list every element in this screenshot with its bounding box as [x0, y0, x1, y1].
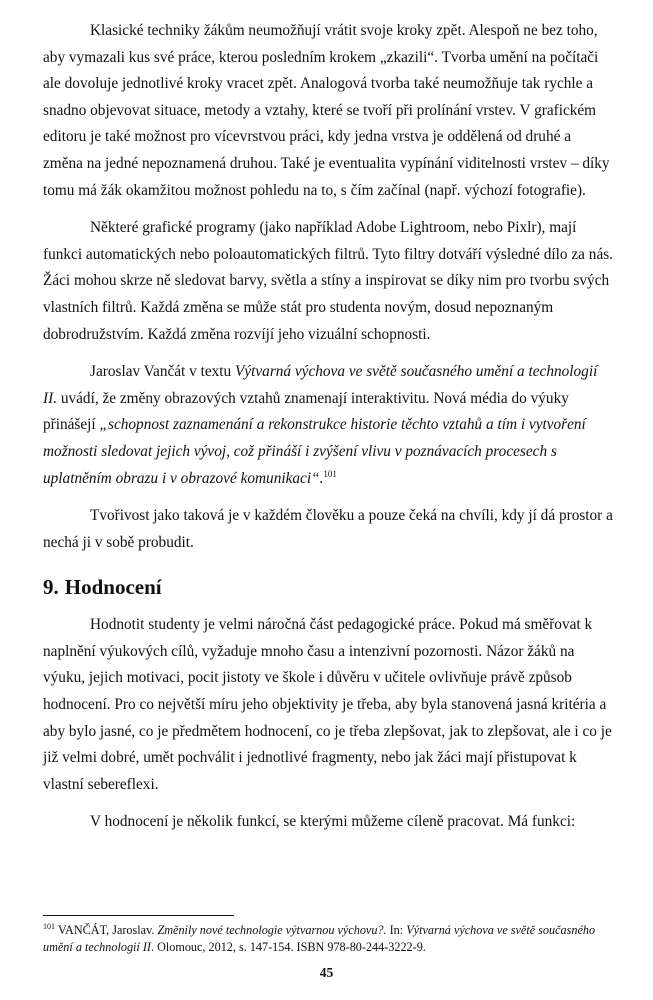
paragraph-creativity: Tvořivost jako taková je v každém člověku a pouze čeká na chvíli, kdy jí dá prostor a nechá ji v sobě probudit.	[43, 507, 613, 551]
paragraph-vancat-citation	[43, 359, 613, 492]
paragraph-functions: V hodnocení je několik funkcí, se kterými můžeme cíleně pracovat. Má funkci:	[90, 813, 576, 831]
footnote-number: 101	[43, 921, 55, 931]
section-title: Hodnocení	[64, 575, 162, 600]
footnote-article-title: Změnily nové technologie výtvarnou výchovu?.	[157, 923, 387, 937]
footnote-publication: . Olomouc, 2012, s. 147-154. ISBN 978-80-244-3222-9.	[150, 940, 426, 954]
citation-intro: Jaroslav Vančát v textu	[90, 363, 235, 381]
footnote-source-title: Výtvarná výchova ve světě současného umění a technologií II	[43, 923, 596, 954]
footnote-separator	[43, 915, 234, 916]
citation-book-title: Výtvarná výchova ve světě současného umění a technologií II.	[43, 363, 598, 407]
footnote-in-label: In:	[386, 923, 407, 937]
citation-quote: „schopnost zaznamenání a rekonstrukce historie těchto vztahů a tím i vytvoření možnosti sledovat jejich vývoj, což přináší i zvýšení vlivu v poznávacích procesech s uplatněním obrazu i v obrazové komunikaci“.	[43, 416, 586, 487]
paragraph-assessment: Hodnotit studenty je velmi náročná část pedagogické práce. Pokud má směřovat k naplnění výukových cílů, vyžaduje mnoho času a intenzivní pozornosti. Názor žáků na výuku, jejich motivaci, pocit jistoty ve škole i důvěru v učitele ovlivňuje právě způsob hodnocení. Pro co největší míru jeho objektivity je třeba, aby byla stanovená jasná kritéria a aby bylo jasné, co je předmětem hodnocení, co je třeba zlepšovat, jak to zlepšovat, ale i co je již velmi dobré, umět pochválit i jednotlivé fragmenty, nebo jak žáci mají přistupovat k vlastní sebereflexi.	[43, 616, 612, 793]
paragraph-filters: Některé grafické programy (jako například Adobe Lightroom, nebo Pixlr), mají funkci automatických nebo poloautomatických filtrů. Tyto filtry dotváří výsledné dílo za nás. Žáci mohou skrze ně sledovat barvy, světla a stíny a inspirovat se díky nim pro tvorbu svých vlastních filtrů. Každá změna se může stát pro studenta novým, dosud nepoznaným dobrodružstvím. Každá změna rozvíjí jeho vizuální schopnosti.	[43, 219, 614, 343]
footnote-reference[interactable]: 101	[323, 468, 337, 479]
paragraph-digital-undo: Klasické techniky žákům neumožňují vrátit svoje kroky zpět. Alespoň ne bez toho, aby vymazali kus své práce, kterou posledním krokem „zkazili“. Tvorba umění na počítači ale dovoluje jednotlivé kroky vracet zpět. Analogová tvorba také neumožňuje tak rychle a snadno objevovat situace, metody a vztahy, které se tvoří při prolínání vrstev. V grafickém editoru je také možnost pro vícevrstvou práci, kdy jedna vrstva je oddělená od druhé a změna na jedné nepoznamená druhou. Také je eventualita vypínání viditelnosti vrstev – díky tomu má žák okamžitou možnost pohledu na to, s čím začínal (např. výchozí fotografie).	[43, 22, 610, 199]
page-number: 45	[319, 965, 334, 980]
footnote-author: VANČÁT, Jaroslav.	[55, 923, 158, 937]
citation-middle: uvádí, že změny obrazových vztahů znamenají interaktivitu. Nová média do výuky přinášejí	[43, 389, 569, 434]
page-body	[43, 18, 613, 836]
section-heading	[43, 572, 613, 602]
footnote	[43, 922, 613, 956]
section-number: 9.	[43, 575, 59, 600]
